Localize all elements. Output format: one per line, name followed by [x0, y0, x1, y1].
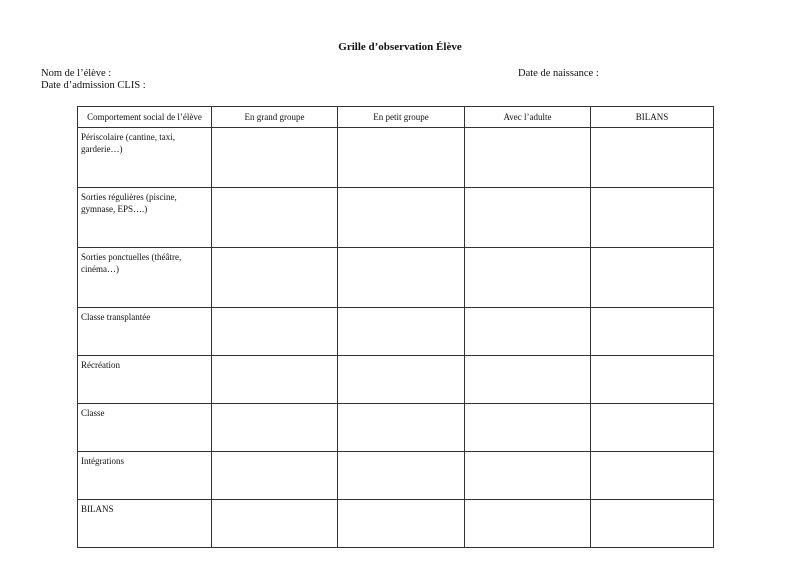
birth-date-label: Date de naissance : — [518, 68, 599, 79]
page-title: Grille d’observation Élève — [338, 41, 462, 53]
table-cell[interactable] — [591, 356, 714, 404]
header-row — [78, 107, 714, 128]
table-row — [78, 452, 714, 500]
row-label-sorties-regulieres: Sorties régulières (piscine, gymnase, EPS….) — [78, 188, 212, 248]
column-header-behaviour: Comportement social de l’élève — [78, 107, 212, 128]
table-cell[interactable] — [465, 188, 591, 248]
row-label-sorties-ponctuelles: Sorties ponctuelles (théâtre, cinéma…) — [78, 248, 212, 308]
observation-grid — [77, 106, 714, 548]
student-name-label: Nom de l’élève : — [41, 68, 112, 79]
table-cell[interactable] — [338, 500, 465, 548]
table-cell[interactable] — [212, 128, 338, 188]
row-label-classe: Classe — [78, 404, 212, 452]
table-cell[interactable] — [591, 188, 714, 248]
column-header-bilans: BILANS — [591, 107, 714, 128]
table-cell[interactable] — [212, 452, 338, 500]
table-row — [78, 188, 714, 248]
table-cell[interactable] — [212, 308, 338, 356]
table-cell[interactable] — [338, 452, 465, 500]
table-row — [78, 500, 714, 548]
table-row — [78, 248, 714, 308]
table-cell[interactable] — [212, 248, 338, 308]
table-cell[interactable] — [591, 500, 714, 548]
table-cell[interactable] — [465, 452, 591, 500]
table-row — [78, 128, 714, 188]
table-row — [78, 308, 714, 356]
column-header-small-group: En petit groupe — [338, 107, 465, 128]
table-cell[interactable] — [591, 308, 714, 356]
row-label-bilans: BILANS — [78, 500, 212, 548]
table-cell[interactable] — [338, 404, 465, 452]
table-cell[interactable] — [591, 248, 714, 308]
table-cell[interactable] — [465, 500, 591, 548]
table-row — [78, 404, 714, 452]
table-row — [78, 356, 714, 404]
table-cell[interactable] — [591, 452, 714, 500]
table-cell[interactable] — [338, 356, 465, 404]
table-cell[interactable] — [338, 248, 465, 308]
table-cell[interactable] — [465, 356, 591, 404]
column-header-large-group: En grand groupe — [212, 107, 338, 128]
table-cell[interactable] — [212, 356, 338, 404]
row-label-classe-transplantee: Classe transplantée — [78, 308, 212, 356]
table-cell[interactable] — [591, 404, 714, 452]
table-cell[interactable] — [465, 308, 591, 356]
table-cell[interactable] — [212, 404, 338, 452]
row-label-integrations: Intégrations — [78, 452, 212, 500]
row-label-periscolaire: Périscolaire (cantine, taxi, garderie…) — [78, 128, 212, 188]
table-cell[interactable] — [338, 188, 465, 248]
column-header-with-adult: Avec l’adulte — [465, 107, 591, 128]
table-cell[interactable] — [338, 128, 465, 188]
row-label-recreation: Récréation — [78, 356, 212, 404]
table-cell[interactable] — [465, 248, 591, 308]
table-cell[interactable] — [338, 308, 465, 356]
table-cell[interactable] — [212, 188, 338, 248]
table-cell[interactable] — [591, 128, 714, 188]
admission-date-label: Date d’admission CLIS : — [41, 80, 146, 91]
table-cell[interactable] — [212, 500, 338, 548]
table-cell[interactable] — [465, 404, 591, 452]
table-cell[interactable] — [465, 128, 591, 188]
